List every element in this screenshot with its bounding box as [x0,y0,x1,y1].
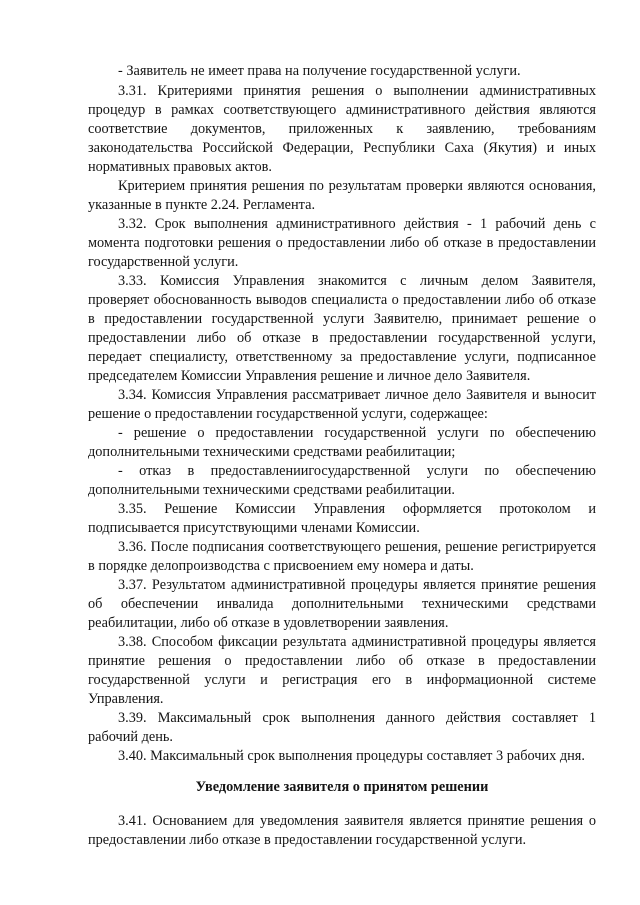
text-line: Критерием принятия решения по результатам проверки являются основания, [118,178,596,194]
text-line: - решение о предоставлении государственной услуги по обеспечению [118,425,596,441]
text-line: соответствие документов, приложенных к заявлению, требованиям [88,121,596,137]
text-line: председателем Комиссии Управления решение и личное дело Заявителя. [88,368,531,384]
text-line: принятие решения о предоставлении либо об отказе в предоставлении [88,653,596,669]
text-line: решение о предоставлении государственной услуги, содержащее: [88,406,488,422]
text-line: передает специалисту, ответственному за предоставление услуги, подписанное [88,349,596,365]
text-line: Управления. [88,691,164,707]
text-line: 3.36. После подписания соответствующего решения, решение регистрируется [118,539,596,555]
text-line: об обеспечении инвалида дополнительными техническими средствами [88,596,596,612]
text-line: 3.33. Комиссия Управления знакомится с личным делом Заявителя, [118,273,596,289]
text-line: нормативных правовых актов. [88,159,272,175]
text-line: 3.32. Срок выполнения административного действия - 1 рабочий день с [118,216,596,232]
text-line: подписывается присутствующими членами Комиссии. [88,520,420,536]
text-line: указанные в пункте 2.24. Регламента. [88,197,316,213]
text-line: в предоставлении государственной услуги Заявителю, принимает решение о [88,311,596,327]
text-line: государственной услуги. [88,254,239,270]
text-line: рабочий день. [88,729,173,745]
text-line: - отказ в предоставлениигосударственной услуги по обеспечению [118,463,596,479]
text-line: процедур в рамках соответствующего административного действия являются [88,102,596,118]
text-line: государственной услуги и регистрация его в информационной системе [88,672,596,688]
text-line: предоставлении либо отказе в предоставлении государственной услуги. [88,832,527,848]
text-line: дополнительными техническими средствами реабилитации. [88,482,455,498]
text-line: 3.41. Основанием для уведомления заявителя является принятие решения о [118,813,596,829]
text-line: предоставлении либо об отказе в предоставлении государственной услуги, [88,330,596,346]
text-line: 3.39. Максимальный срок выполнения данного действия составляет 1 [118,710,596,726]
text-line: 3.38. Способом фиксации результата административной процедуры является [118,634,596,650]
document-page [88,0,596,905]
text-line: законодательства Российской Федерации, Республики Саха (Якутия) и иных [88,140,596,156]
text-line: дополнительными техническими средствами реабилитации; [88,444,456,460]
section-heading: Уведомление заявителя о принятом решении [195,779,489,795]
text-line: 3.31. Критериями принятия решения о выполнении административных [118,83,596,99]
text-line: 3.34. Комиссия Управления рассматривает личное дело Заявителя и выносит [118,387,596,403]
text-line: 3.40. Максимальный срок выполнения процедуры составляет 3 рабочих дня. [118,748,585,764]
text-line: в порядке делопроизводства с присвоением ему номера и даты. [88,558,474,574]
text-line: момента подготовки решения о предоставлении либо об отказе в предоставлении [88,235,596,251]
text-line: 3.35. Решение Комиссии Управления оформляется протоколом и [118,501,596,517]
text-line: - Заявитель не имеет права на получение государственной услуги. [118,63,521,79]
text-line: реабилитации, либо об отказе в удовлетворении заявления. [88,615,449,631]
text-line: проверяет обоснованность выводов специалиста о предоставлении либо об отказе [88,292,596,308]
text-line: 3.37. Результатом административной процедуры является принятие решения [118,577,596,593]
